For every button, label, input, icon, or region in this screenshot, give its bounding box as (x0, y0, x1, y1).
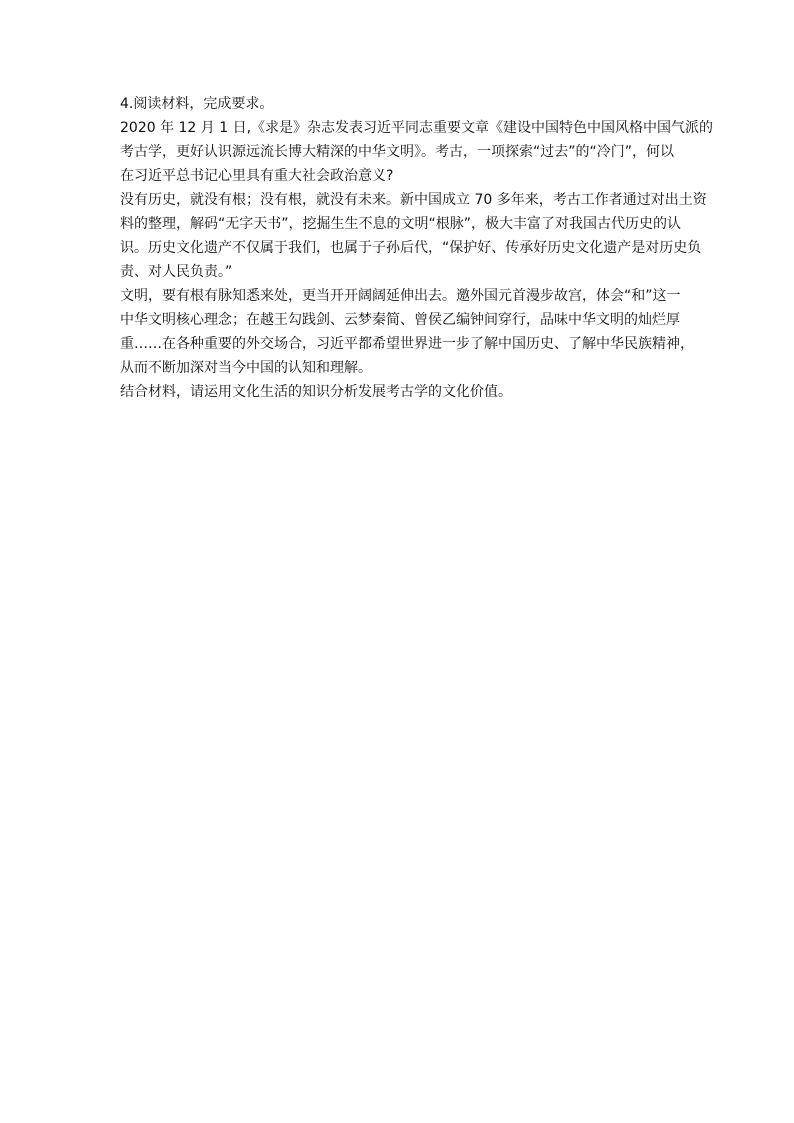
question-heading: 4.阅读材料，完成要求。 (120, 96, 274, 112)
material-line: 重……在各种重要的外交场合，习近平都希望世界进一步了解中国历史、了解中华民族精神， (120, 336, 694, 352)
material-line: 中华文明核心理念；在越王勾践剑、云梦秦简、曾侯乙编钟间穿行，品味中华文明的灿烂厚 (120, 312, 680, 328)
question-prompt: 结合材料，请运用文化生活的知识分析发展考古学的文化价值。 (120, 384, 512, 400)
material-line: 料的整理，解码“无字天书”，挖掘生生不息的文明“根脉”，极大丰富了对我国古代历史的认 (120, 216, 682, 232)
material-line: 没有历史，就没有根；没有根，就没有未来。新中国成立 70 多年来，考古工作者通过对出土资 (120, 192, 707, 208)
material-line: 文明，要有根有脉知悉来处，更当开开阔阔延伸出去。邀外国元首漫步故宫，体会“和”这一 (120, 288, 681, 304)
material-line: 识。历史文化遗产不仅属于我们，也属于子孙后代，“保护好、传承好历史文化遗产是对历史负 (120, 240, 702, 256)
material-line: 2020 年 12 月 1 日,《求是》杂志发表习近平同志重要文章《建设中国特色中国风格中国气派的 (120, 120, 714, 136)
material-line: 责、对人民负责。” (120, 264, 233, 280)
question-block (120, 92, 714, 404)
material-line: 在习近平总书记心里具有重大社会政治意义? (120, 168, 394, 184)
material-line: 从而不断加深对当今中国的认知和理解。 (120, 360, 372, 376)
material-line: 考古学，更好认识源远流长博大精深的中华文明》。考古，一项探索“过去”的“冷门”，何以 (120, 144, 675, 160)
